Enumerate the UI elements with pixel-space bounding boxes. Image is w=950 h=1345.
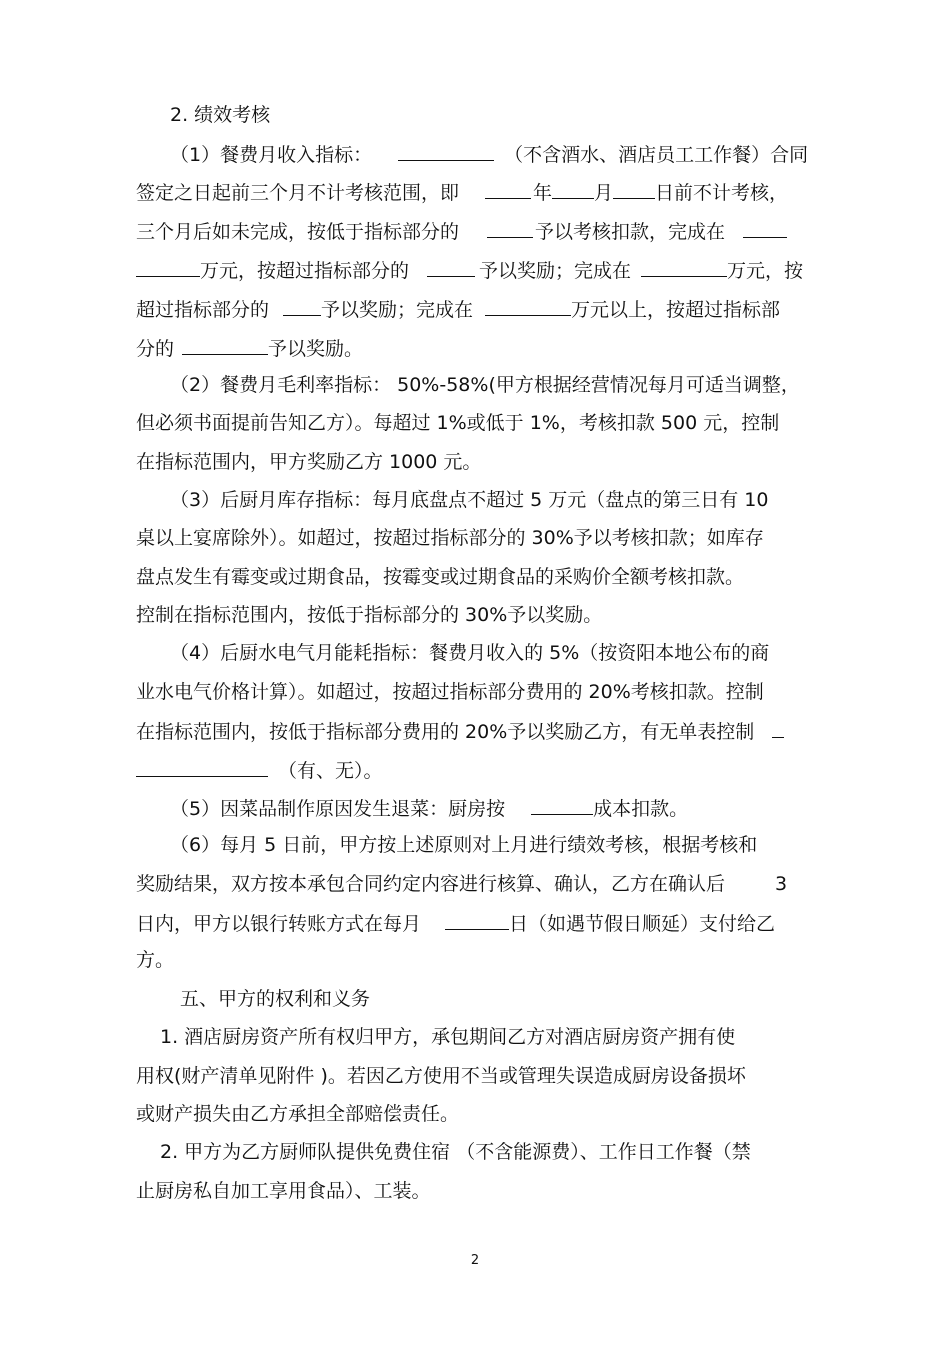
blank-field (427, 257, 475, 277)
text: 但必须书面提前告知乙方）。每超过 1%或低于 1%，考核扣款 500 元，控制 (136, 412, 780, 434)
text: （不含酒水、酒店员工工作餐）合同 (504, 144, 809, 166)
blank-field (743, 218, 787, 238)
paragraph-line (170, 488, 768, 512)
text: 方。 (136, 949, 175, 971)
paragraph-line (136, 218, 787, 244)
text: 在指标范围内，甲方奖励乙方 1000 元。 (136, 451, 482, 473)
paragraph-line (136, 257, 803, 283)
text: 万元，按超过指标部分的 (200, 260, 410, 282)
text: 止厨房私自加工享用食品）、工装。 (136, 1180, 431, 1202)
text: 2. 甲方为乙方厨师队提供免费住宿 （不含能源费）、工作日工作餐（禁 (160, 1141, 751, 1163)
text: 日内，甲方以银行转账方式在每月 (136, 913, 422, 935)
paragraph-line (170, 641, 769, 665)
text: 在指标范围内，按低于指标部分费用的 20%予以奖励乙方，有无单表控制 (136, 721, 755, 743)
blank-field (445, 910, 509, 930)
blank-field (485, 179, 531, 199)
text: 予以奖励。 (268, 338, 364, 360)
paragraph-line (160, 1025, 735, 1049)
paragraph-line (136, 450, 481, 474)
paragraph-line (136, 526, 764, 550)
text: 日（如遇节假日顺延）支付给乙 (509, 913, 776, 935)
blank-field (641, 257, 727, 277)
paragraph-line (136, 718, 784, 744)
blank-field (531, 795, 593, 815)
text: （2）餐费月毛利率指标： 50%-58%(甲方根据经营情况每月可适当调整， (170, 374, 800, 396)
paragraph-line (170, 795, 688, 821)
text: （6）每月 5 日前，甲方按上述原则对上月进行绩效考核，根据考核和 (170, 834, 758, 856)
paragraph-line (136, 1179, 431, 1203)
text: 月 (594, 182, 614, 204)
text: （1）餐费月收入指标： (170, 144, 373, 166)
blank-field (552, 179, 594, 199)
paragraph-line (136, 910, 775, 936)
text: 分的 (136, 338, 175, 360)
text: 万元，按 (727, 260, 804, 282)
page-number: 2 (470, 1253, 480, 1268)
text: 盘点发生有霉变或过期食品，按霉变或过期食品的采购价全额考核扣款。 (136, 566, 745, 588)
paragraph-line (136, 757, 383, 783)
text: 控制在指标范围内，按低于指标部分的 30%予以奖励。 (136, 604, 603, 626)
text: 三个月后如未完成，按低于指标部分的 (136, 221, 460, 243)
text: 3 (775, 873, 788, 895)
text: 五、甲方的权利和义务 (180, 988, 371, 1010)
paragraph-line (136, 948, 174, 972)
blank-field (613, 179, 655, 199)
blank-field (283, 296, 321, 316)
text: 成本扣款。 (593, 798, 689, 820)
text: 日前不计考核， (655, 182, 789, 204)
paragraph-line (136, 335, 363, 361)
text: 年 (533, 182, 553, 204)
blank-field (398, 141, 494, 161)
text: （5）因菜品制作原因发生退菜：厨房按 (170, 798, 506, 820)
paragraph-line (170, 141, 808, 167)
paragraph-line (136, 1102, 459, 1126)
text: 签定之日起前三个月不计考核范围，即 (136, 182, 460, 204)
text: 用权(财产清单见附件 )。若因乙方使用不当或管理失误造成厨房设备损坏 (136, 1065, 746, 1087)
text: 业水电气价格计算）。如超过，按超过指标部分费用的 20%考核扣款。控制 (136, 681, 764, 703)
blank-field (136, 757, 268, 777)
blank-field (487, 218, 533, 238)
paragraph-line (136, 296, 780, 322)
paragraph-line (136, 1064, 746, 1088)
text: 桌以上宴席除外）。如超过，按超过指标部分的 30%予以考核扣款；如库存 (136, 527, 764, 549)
paragraph-line (170, 833, 757, 857)
text: 或财产损失由乙方承担全部赔偿责任。 (136, 1103, 460, 1125)
text: 超过指标部分的 (136, 299, 270, 321)
text: 万元以上，按超过指标部 (571, 299, 781, 321)
text: （3）后厨月库存指标：每月底盘点不超过 5 万元（盘点的第三日有 10 (170, 489, 769, 511)
blank-field (772, 718, 784, 738)
blank-field (485, 296, 571, 316)
text: 1. 酒店厨房资产所有权归甲方，承包期间乙方对酒店厨房资产拥有使 (160, 1026, 736, 1048)
text: （有、无）。 (278, 760, 383, 782)
section-heading (180, 987, 370, 1011)
text: 2. 绩效考核 (170, 104, 271, 126)
paragraph-line (136, 179, 788, 205)
text: 予以奖励；完成在 (479, 260, 632, 282)
text: 奖励结果，双方按本承包合同约定内容进行核算、确认，乙方在确认后 (136, 873, 726, 895)
paragraph-line (136, 680, 764, 704)
paragraph-line (160, 1140, 751, 1164)
blank-field (182, 335, 268, 355)
paragraph-line (136, 411, 779, 435)
text: （4）后厨水电气月能耗指标：餐费月收入的 5%（按资阳本地公布的商 (170, 642, 770, 664)
paragraph-line (136, 565, 744, 589)
section-heading (170, 103, 270, 127)
paragraph-line (170, 373, 800, 397)
paragraph-line (136, 603, 602, 627)
blank-field (136, 257, 200, 277)
text: 予以奖励；完成在 (321, 299, 474, 321)
paragraph-line (136, 872, 787, 896)
text: 予以考核扣款，完成在 (535, 221, 726, 243)
